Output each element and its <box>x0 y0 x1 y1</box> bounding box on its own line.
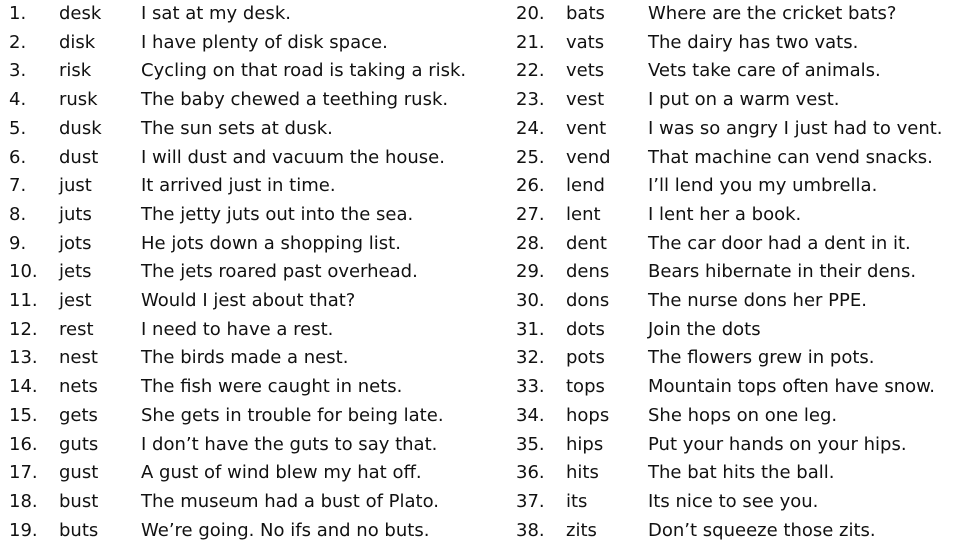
item-word: jots <box>59 232 92 254</box>
item-number: 29. <box>516 261 545 283</box>
item-number: 1. <box>9 3 27 24</box>
item-number: 23. <box>516 89 545 111</box>
item-sentence: The jetty juts out into the sea. <box>141 203 414 225</box>
item-word: zits <box>566 519 597 541</box>
item-sentence: Don’t squeeze those zits. <box>648 519 876 541</box>
item-number: 21. <box>516 31 545 53</box>
item-number: 13. <box>9 347 38 369</box>
item-number: 2. <box>9 31 27 53</box>
item-number: 27. <box>516 203 545 225</box>
item-word: disk <box>59 31 96 53</box>
item-number: 8. <box>9 203 27 225</box>
item-word: bats <box>566 3 605 24</box>
item-number: 32. <box>516 347 545 369</box>
item-sentence: The jets roared past overhead. <box>141 261 418 283</box>
item-sentence: The fish were caught in nets. <box>141 376 403 398</box>
item-number: 20. <box>516 3 545 24</box>
item-word: rusk <box>59 89 98 111</box>
item-number: 17. <box>9 462 38 484</box>
item-word: risk <box>59 60 92 82</box>
item-word: juts <box>59 203 92 225</box>
item-sentence: It arrived just in time. <box>141 175 336 197</box>
item-number: 26. <box>516 175 545 197</box>
item-word: rest <box>59 318 94 340</box>
item-word: buts <box>59 519 99 541</box>
item-number: 24. <box>516 117 545 139</box>
item-sentence: I was so angry I just had to vent. <box>648 117 943 139</box>
item-number: 18. <box>9 490 38 512</box>
item-word: vent <box>566 117 607 139</box>
item-word: just <box>59 175 92 197</box>
item-number: 34. <box>516 404 545 426</box>
item-number: 15. <box>9 404 38 426</box>
item-word: nets <box>59 376 98 398</box>
item-number: 37. <box>516 490 545 512</box>
item-sentence: I lent her a book. <box>648 203 802 225</box>
item-sentence: The car door had a dent in it. <box>648 232 911 254</box>
item-word: dots <box>566 318 605 340</box>
item-sentence: The flowers grew in pots. <box>648 347 875 369</box>
item-sentence: The dairy has two vats. <box>648 31 859 53</box>
item-sentence: A gust of wind blew my hat off. <box>141 462 422 484</box>
item-word: gust <box>59 462 99 484</box>
item-number: 6. <box>9 146 27 168</box>
item-number: 16. <box>9 433 38 455</box>
item-number: 25. <box>516 146 545 168</box>
item-number: 7. <box>9 175 27 197</box>
item-sentence: She hops on one leg. <box>648 404 838 426</box>
item-word: its <box>566 490 588 512</box>
item-word: dusk <box>59 117 102 139</box>
item-sentence: That machine can vend snacks. <box>648 146 933 168</box>
item-sentence: The birds made a nest. <box>141 347 349 369</box>
item-number: 19. <box>9 519 38 541</box>
item-word: gets <box>59 404 98 426</box>
item-word: guts <box>59 433 99 455</box>
item-word: bust <box>59 490 99 512</box>
item-word: dent <box>566 232 607 254</box>
item-word: jest <box>59 290 92 311</box>
item-word: lent <box>566 203 601 225</box>
item-number: 11. <box>9 290 38 311</box>
item-word: hops <box>566 404 610 426</box>
item-word: hits <box>566 462 599 484</box>
item-sentence: I put on a warm vest. <box>648 89 840 111</box>
item-word: dust <box>59 146 99 168</box>
item-sentence: I sat at my desk. <box>141 3 291 24</box>
item-word: jets <box>59 261 92 283</box>
item-sentence: Put your hands on your hips. <box>648 433 907 455</box>
item-word: desk <box>59 3 102 24</box>
item-sentence: Bears hibernate in their dens. <box>648 261 917 283</box>
item-number: 9. <box>9 232 27 254</box>
item-number: 36. <box>516 462 545 484</box>
item-sentence: Cycling on that road is taking a risk. <box>141 60 467 82</box>
item-sentence: I need to have a rest. <box>141 318 334 340</box>
item-sentence: We’re going. No ifs and no buts. <box>141 519 430 541</box>
item-number: 28. <box>516 232 545 254</box>
item-word: tops <box>566 376 605 398</box>
item-sentence: She gets in trouble for being late. <box>141 404 444 426</box>
item-word: nest <box>59 347 98 369</box>
item-sentence: Where are the cricket bats? <box>648 3 897 24</box>
item-number: 14. <box>9 376 38 398</box>
item-sentence: Join the dots <box>648 318 761 340</box>
item-sentence: The sun sets at dusk. <box>141 117 333 139</box>
item-sentence: The museum had a bust of Plato. <box>141 490 440 512</box>
item-number: 31. <box>516 318 545 340</box>
item-word: dons <box>566 290 610 311</box>
item-sentence: Vets take care of animals. <box>648 60 881 82</box>
item-word: vest <box>566 89 605 111</box>
item-number: 35. <box>516 433 545 455</box>
item-number: 4. <box>9 89 27 111</box>
item-sentence: Its nice to see you. <box>648 490 819 512</box>
item-sentence: I have plenty of disk space. <box>141 31 388 53</box>
item-word: lend <box>566 175 605 197</box>
item-sentence: Mountain tops often have snow. <box>648 376 935 398</box>
item-number: 3. <box>9 60 27 82</box>
item-number: 22. <box>516 60 545 82</box>
item-word: vets <box>566 60 605 82</box>
item-sentence: Would I jest about that? <box>141 290 356 311</box>
item-word: vats <box>566 31 605 53</box>
item-number: 10. <box>9 261 38 283</box>
item-number: 5. <box>9 117 27 139</box>
item-word: dens <box>566 261 610 283</box>
item-sentence: He jots down a shopping list. <box>141 232 401 254</box>
item-word: vend <box>566 146 611 168</box>
item-sentence: I will dust and vacuum the house. <box>141 146 445 168</box>
item-sentence: The nurse dons her PPE. <box>648 290 867 311</box>
item-sentence: I don’t have the guts to say that. <box>141 433 438 455</box>
item-number: 12. <box>9 318 38 340</box>
item-sentence: The baby chewed a teething rusk. <box>141 89 449 111</box>
item-number: 38. <box>516 519 545 541</box>
item-word: hips <box>566 433 604 455</box>
item-sentence: I’ll lend you my umbrella. <box>648 175 878 197</box>
item-sentence: The bat hits the ball. <box>648 462 835 484</box>
item-word: pots <box>566 347 605 369</box>
item-number: 33. <box>516 376 545 398</box>
item-number: 30. <box>516 290 545 311</box>
